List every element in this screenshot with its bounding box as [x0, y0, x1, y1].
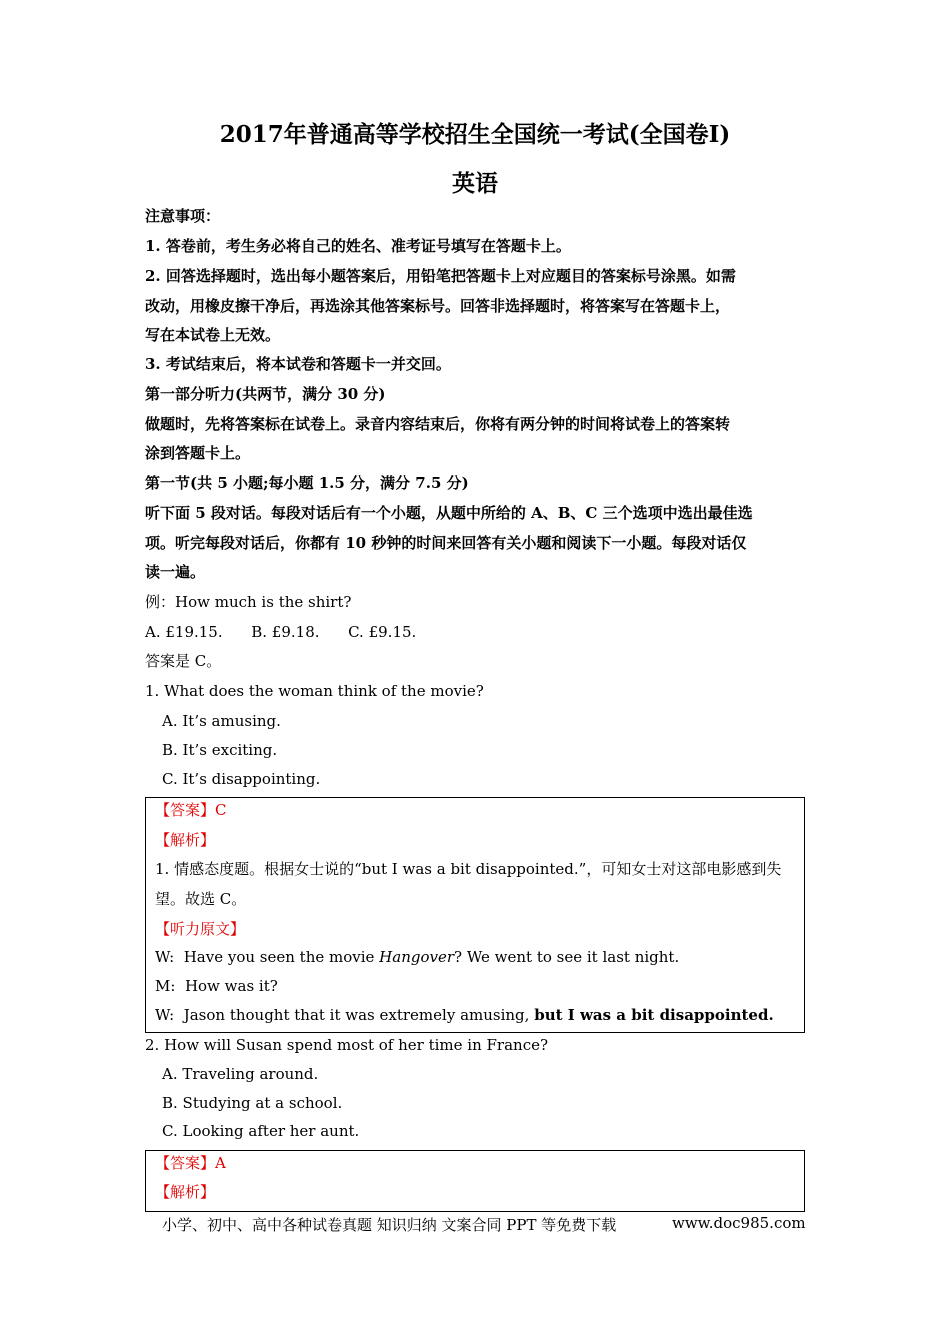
q1-transcript-line-1-start: W: Have you seen the movie	[155, 948, 380, 966]
notice-heading: 注意事项：	[145, 207, 221, 225]
example-options: A. £19.15. B. £9.18. C. £9.15.	[145, 623, 417, 641]
q2-answer: 【答案】A	[155, 1154, 226, 1172]
q1-transcript-key-phrase: but I was a bit disappointed.	[534, 1006, 774, 1024]
movie-title: Hangover	[379, 948, 455, 966]
q1-transcript-label: 【听力原文】	[155, 920, 246, 938]
q1-transcript-line-3	[155, 1006, 774, 1024]
notice-item-1: 1. 答卷前，考生务必将自己的姓名、准考证号填写在答题卡上。	[145, 237, 571, 255]
q1-transcript-line-2: M: How was it?	[155, 977, 278, 995]
notice-item-3: 3. 考试结束后，将本试卷和答题卡一并交回。	[145, 355, 451, 373]
q1-transcript-line-1	[155, 948, 679, 966]
example-answer: 答案是 C。	[145, 652, 222, 670]
subject-title: 英语	[452, 170, 498, 197]
section1-instruction-line-1: 听下面 5 段对话。每段对话后有一个小题，从题中所给的 A、B、C 三个选项中选出最佳选	[145, 504, 753, 522]
q1-option-c: C. It’s disappointing.	[162, 770, 321, 788]
notice-item-2-line-3: 写在本试卷上无效。	[145, 326, 281, 344]
notice-item-2-line-2: 改动，用橡皮擦干净后，再选涂其他答案标号。回答非选择题时，将答案写在答题卡上，	[145, 297, 731, 315]
q2-option-a: A. Traveling around.	[162, 1065, 319, 1083]
q1-answer: 【答案】C	[155, 801, 227, 819]
q2-option-b: B. Studying at a school.	[162, 1094, 343, 1112]
part1-instruction-line-1: 做题时，先将答案标在试卷上。录音内容结束后，你将有两分钟的时间将试卷上的答案转	[145, 415, 731, 433]
part1-instruction-line-2: 涂到答题卡上。	[145, 444, 251, 462]
q1-analysis-label: 【解析】	[155, 831, 216, 849]
section1-instruction-line-2: 项。听完每段对话后，你都有 10 秒钟的时间来回答有关小题和阅读下一小题。每段对话仅	[145, 534, 747, 552]
section1-instruction-line-3: 读一遍。	[145, 563, 206, 581]
footer-text: 小学、初中、高中各种试卷真题 知识归纳 文案合同 PPT 等免费下载	[162, 1216, 617, 1234]
q1-option-a: A. It’s amusing.	[162, 712, 281, 730]
q1-analysis-line-2: 望。故选 C。	[155, 890, 247, 908]
exam-title: 2017年普通高等学校招生全国统一考试(全国卷Ⅰ)	[219, 121, 731, 148]
q2-option-c: C. Looking after her aunt.	[162, 1122, 360, 1140]
q2-analysis-label: 【解析】	[155, 1183, 216, 1201]
q1-analysis-line-1: 1. 情感态度题。根据女士说的“but I was a bit disappointed.”，可知女士对这部电影感到失	[155, 860, 782, 878]
q1-answer-box	[145, 797, 805, 1033]
q1-transcript-line-1-end: ? We went to see it last night.	[454, 948, 680, 966]
q2-answer-box	[145, 1150, 805, 1212]
section1-heading: 第一节(共 5 小题;每小题 1.5 分，满分 7.5 分)	[145, 474, 469, 492]
question-2: 2. How will Susan spend most of her time in France?	[145, 1036, 549, 1054]
part1-heading: 第一部分听力(共两节，满分 30 分)	[145, 385, 386, 403]
example-question: 例：How much is the shirt?	[145, 593, 352, 611]
page-footer	[162, 1214, 806, 1235]
question-1: 1. What does the woman think of the movie?	[145, 682, 484, 700]
footer-url[interactable]: www.doc985.com	[672, 1214, 806, 1232]
q1-option-b: B. It’s exciting.	[162, 741, 278, 759]
notice-item-2-line-1: 2. 回答选择题时，选出每小题答案后，用铅笔把答题卡上对应题目的答案标号涂黑。如需	[145, 267, 736, 285]
q1-transcript-line-3-start: W: Jason thought that it was extremely amusing,	[155, 1006, 535, 1024]
